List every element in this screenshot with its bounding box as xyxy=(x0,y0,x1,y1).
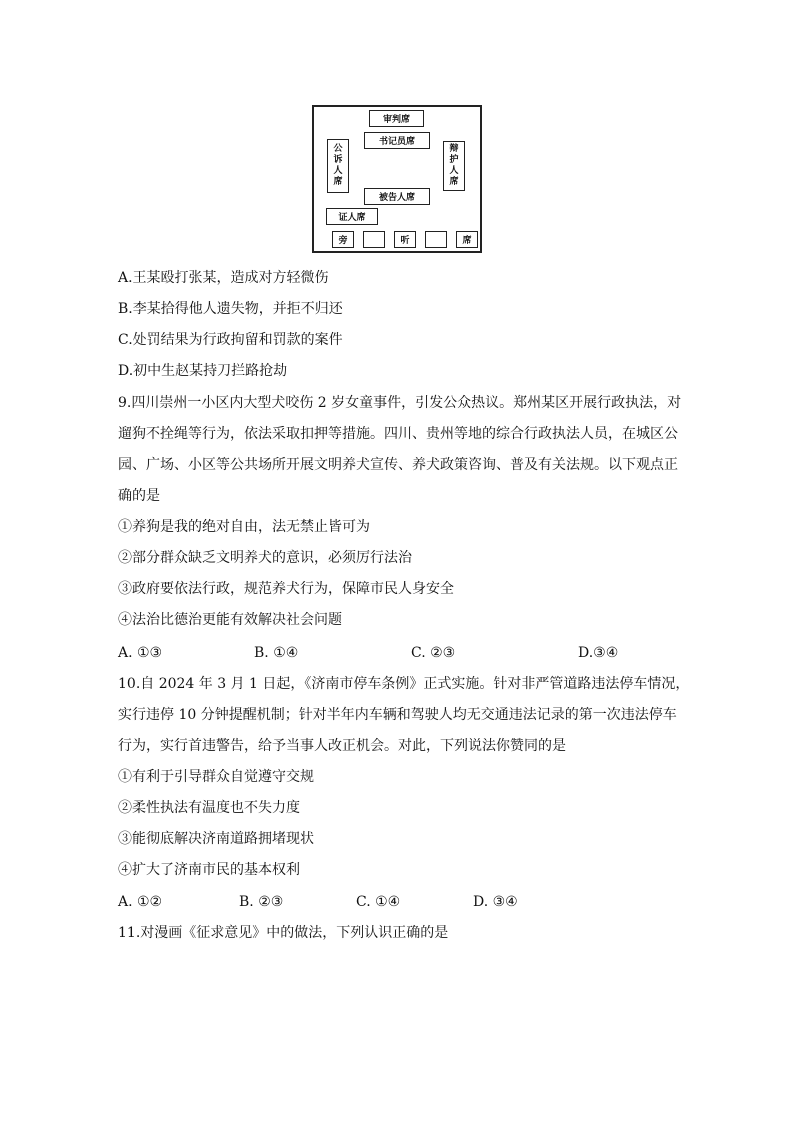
q10-item: ②柔性执法有温度也不失力度 xyxy=(118,800,300,816)
prosecution-seat xyxy=(327,139,349,193)
witness-seat: 证人席 xyxy=(326,208,378,225)
q10-stem-line: 行为，实行首违警告，给予当事人改正机会。对此，下列说法你赞同的是 xyxy=(118,738,566,754)
defense-char: 护 xyxy=(449,155,459,165)
q10-item: ④扩大了济南市民的基本权利 xyxy=(118,862,300,878)
q9-item: ④法治比德治更能有效解决社会问题 xyxy=(118,612,342,628)
q10-choice-b: B. ②③ xyxy=(239,894,284,910)
q9-item: ②部分群众缺乏文明养犬的意识，必须厉行法治 xyxy=(118,550,412,566)
q11-stem: 11.对漫画《征求意见》中的做法，下列认识正确的是 xyxy=(118,925,449,941)
q9-choice-b: B. ①④ xyxy=(254,645,299,661)
prosecution-char: 诉 xyxy=(333,155,343,165)
q10-choice-c: C. ①④ xyxy=(356,894,401,910)
q9-item: ①养狗是我的绝对自由，法无禁止皆可为 xyxy=(118,519,370,535)
q9-stem-line: 9.四川崇州一小区内大型犬咬伤 2 岁女童事件，引发公众热议。郑州某区开展行政执法，对 xyxy=(118,395,682,411)
q9-choice-c: C. ②③ xyxy=(411,645,456,661)
q10-choice-a: A. ①② xyxy=(118,894,163,910)
courtroom-diagram xyxy=(312,105,482,253)
prosecution-char: 公 xyxy=(333,144,343,154)
prosecution-char: 席 xyxy=(333,177,343,187)
gallery-seat xyxy=(363,231,385,248)
defense-seat xyxy=(443,141,465,191)
q9-choice-d: D.③④ xyxy=(578,645,619,661)
q9-stem-line: 确的是 xyxy=(118,488,160,504)
defense-char: 辩 xyxy=(449,144,459,154)
q10-choice-d: D. ③④ xyxy=(473,894,518,910)
q8-option-d: D.初中生赵某持刀拦路抢劫 xyxy=(118,363,288,379)
defense-char: 席 xyxy=(449,177,459,187)
prosecution-char: 人 xyxy=(333,166,343,176)
q10-item: ③能彻底解决济南道路拥堵现状 xyxy=(118,831,314,847)
clerk-seat: 书记员席 xyxy=(364,132,430,149)
defendant-seat: 被告人席 xyxy=(364,188,430,205)
q9-item: ③政府要依法行政，规范养犬行为，保障市民人身安全 xyxy=(118,581,454,597)
q8-option-c: C.处罚结果为行政拘留和罚款的案件 xyxy=(118,332,343,348)
q9-stem-line: 遛狗不拴绳等行为，依法采取扣押等措施。四川、贵州等地的综合行政执法人员，在城区公 xyxy=(118,426,678,442)
gallery-seat: 旁 xyxy=(332,231,354,248)
q10-item: ①有利于引导群众自觉遵守交规 xyxy=(118,769,314,785)
q10-stem-line: 10.自 2024 年 3 月 1 日起，《济南市停车条例》正式实施。针对非严管道路违法停车情况， xyxy=(118,676,690,692)
q10-stem-line: 实行违停 10 分钟提醒机制；针对半年内车辆和驾驶人均无交通违法记录的第一次违法停车 xyxy=(118,707,677,723)
gallery-seat xyxy=(425,231,447,248)
q8-option-a: A.王某殴打张某，造成对方轻微伤 xyxy=(118,270,329,286)
gallery-seat: 席 xyxy=(456,231,478,248)
defense-char: 人 xyxy=(449,166,459,176)
q9-stem-line: 园、广场、小区等公共场所开展文明养犬宣传、养犬政策咨询、普及有关法规。以下观点正 xyxy=(118,457,678,473)
q8-option-b: B.李某拾得他人遗失物，并拒不归还 xyxy=(118,301,343,317)
gallery-seat: 听 xyxy=(394,231,416,248)
judge-seat: 审判席 xyxy=(369,110,424,127)
q9-choice-a: A. ①③ xyxy=(118,645,163,661)
